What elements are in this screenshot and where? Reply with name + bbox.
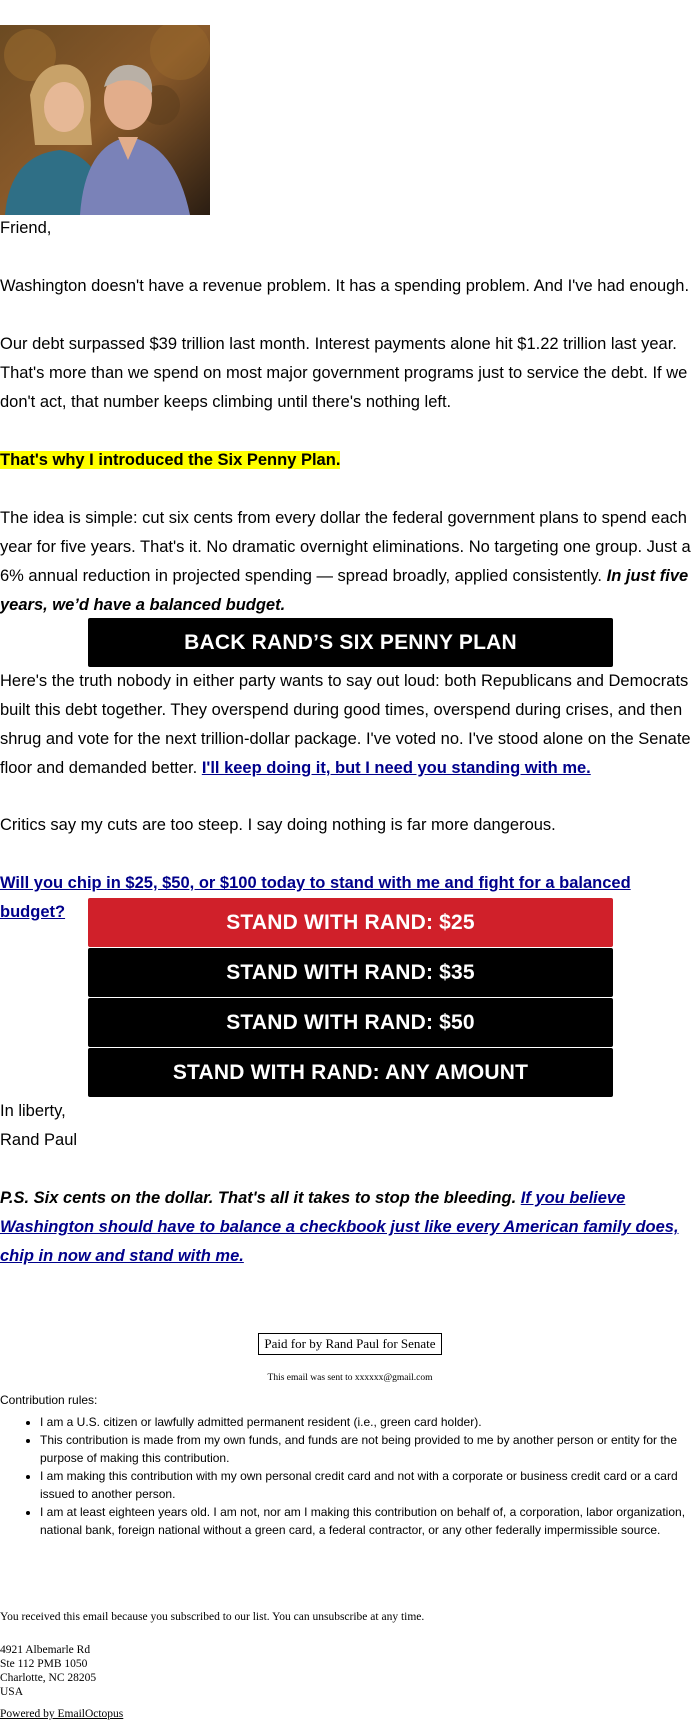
donate-50-button[interactable]: STAND WITH RAND: $50 [88, 998, 613, 1047]
plan-emphasis: In just five years, we’d have a balanced budget. [0, 567, 689, 614]
back-plan-button[interactable]: BACK RAND’S SIX PENNY PLAN [88, 618, 613, 667]
paragraph-plan [0, 504, 698, 620]
rule-item: • I am a U.S. citizen or lawfully admitted permanent resident (i.e., green card holder). [40, 1413, 690, 1431]
truth-text: Here's the truth nobody in either party wants to say out loud: both Republicans and Democrats built this debt together. They overspend during good times, overspend during crises, and then shrug and vote for the next trillion-dollar package. I've voted no. I've stood alone on the Senate floor and demanded better. [0, 672, 691, 777]
rule-item: • I am making this contribution with my own personal credit card and not with a corporate or business credit card or a card issued to another person. [40, 1467, 690, 1503]
sent-to-line: This email was sent to xxxxxx@gmail.com [267, 1373, 433, 1383]
paragraph-spending: Washington doesn't have a revenue problem. It has a spending problem. And I've had enough. [0, 277, 690, 295]
standing-with-me-link[interactable]: I'll keep doing it, but I need you standing with me. [201, 759, 591, 777]
address-line: 4921 Albemarle Rd [0, 1644, 91, 1656]
address-line: Ste 112 PMB 1050 [0, 1658, 88, 1670]
six-penny-highlight: That's why I introduced the Six Penny Plan. [0, 451, 341, 469]
plan-text: The idea is simple: cut six cents from every dollar the federal government plans to spend each year for five years. That's it. No dramatic overnight eliminations. No targeting one group. Just a 6% annual reduction in projected spending — spread broadly, applied consistently. [0, 509, 691, 585]
contribution-rules-list [0, 1413, 690, 1539]
donate-any-button[interactable]: STAND WITH RAND: ANY AMOUNT [88, 1048, 613, 1097]
ps-emphasis: P.S. Six cents on the dollar. That's all it takes to stop the bleeding. [0, 1189, 521, 1207]
paragraph-truth [0, 667, 698, 783]
rules-title: Contribution rules: [0, 1393, 98, 1407]
ps-link[interactable]: If you believe Washington should have to balance a checkbook just like every American family does, chip in now and stand with me. [0, 1189, 679, 1265]
greeting: Friend, [0, 219, 52, 237]
candidate-photo [0, 25, 210, 215]
chip-in-link[interactable]: Will you chip in $25, $50, or $100 today to stand with me and fight for a balanced budget? [0, 874, 631, 921]
donate-35-button[interactable]: STAND WITH RAND: $35 [88, 948, 613, 997]
paragraph-critics: Critics say my cuts are too steep. I say doing nothing is far more dangerous. [0, 816, 556, 834]
signoff: In liberty, [0, 1102, 66, 1120]
signature: Rand Paul [0, 1131, 78, 1149]
rule-item: • I am at least eighteen years old. I am not, nor am I making this contribution on behalf of, a corporation, labor organization, national bank, foreign national without a green card, a federal contractor, or any other federally impermissible source. [40, 1503, 690, 1539]
paid-for-box: Paid for by Rand Paul for Senate [258, 1333, 442, 1355]
subscription-note: You received this email because you subscribed to our list. You can unsubscribe at any time. [0, 1611, 425, 1623]
address-line: Charlotte, NC 28205 [0, 1672, 97, 1684]
postscript [0, 1184, 698, 1271]
donate-25-button[interactable]: STAND WITH RAND: $25 [88, 898, 613, 947]
powered-by-link[interactable]: Powered by EmailOctopus [0, 1708, 124, 1720]
paragraph-debt: Our debt surpassed $39 trillion last month. Interest payments alone hit $1.22 trillion last year. That's more than we spend on most major government programs just to service the debt. If we don't act, that number keeps climbing until there's nothing left. [0, 335, 688, 411]
rule-item: • This contribution is made from my own funds, and funds are not being provided to me by another person or entity for the purpose of making this contribution. [40, 1431, 690, 1467]
highlight-line [0, 446, 698, 475]
address-line: USA [0, 1686, 24, 1698]
